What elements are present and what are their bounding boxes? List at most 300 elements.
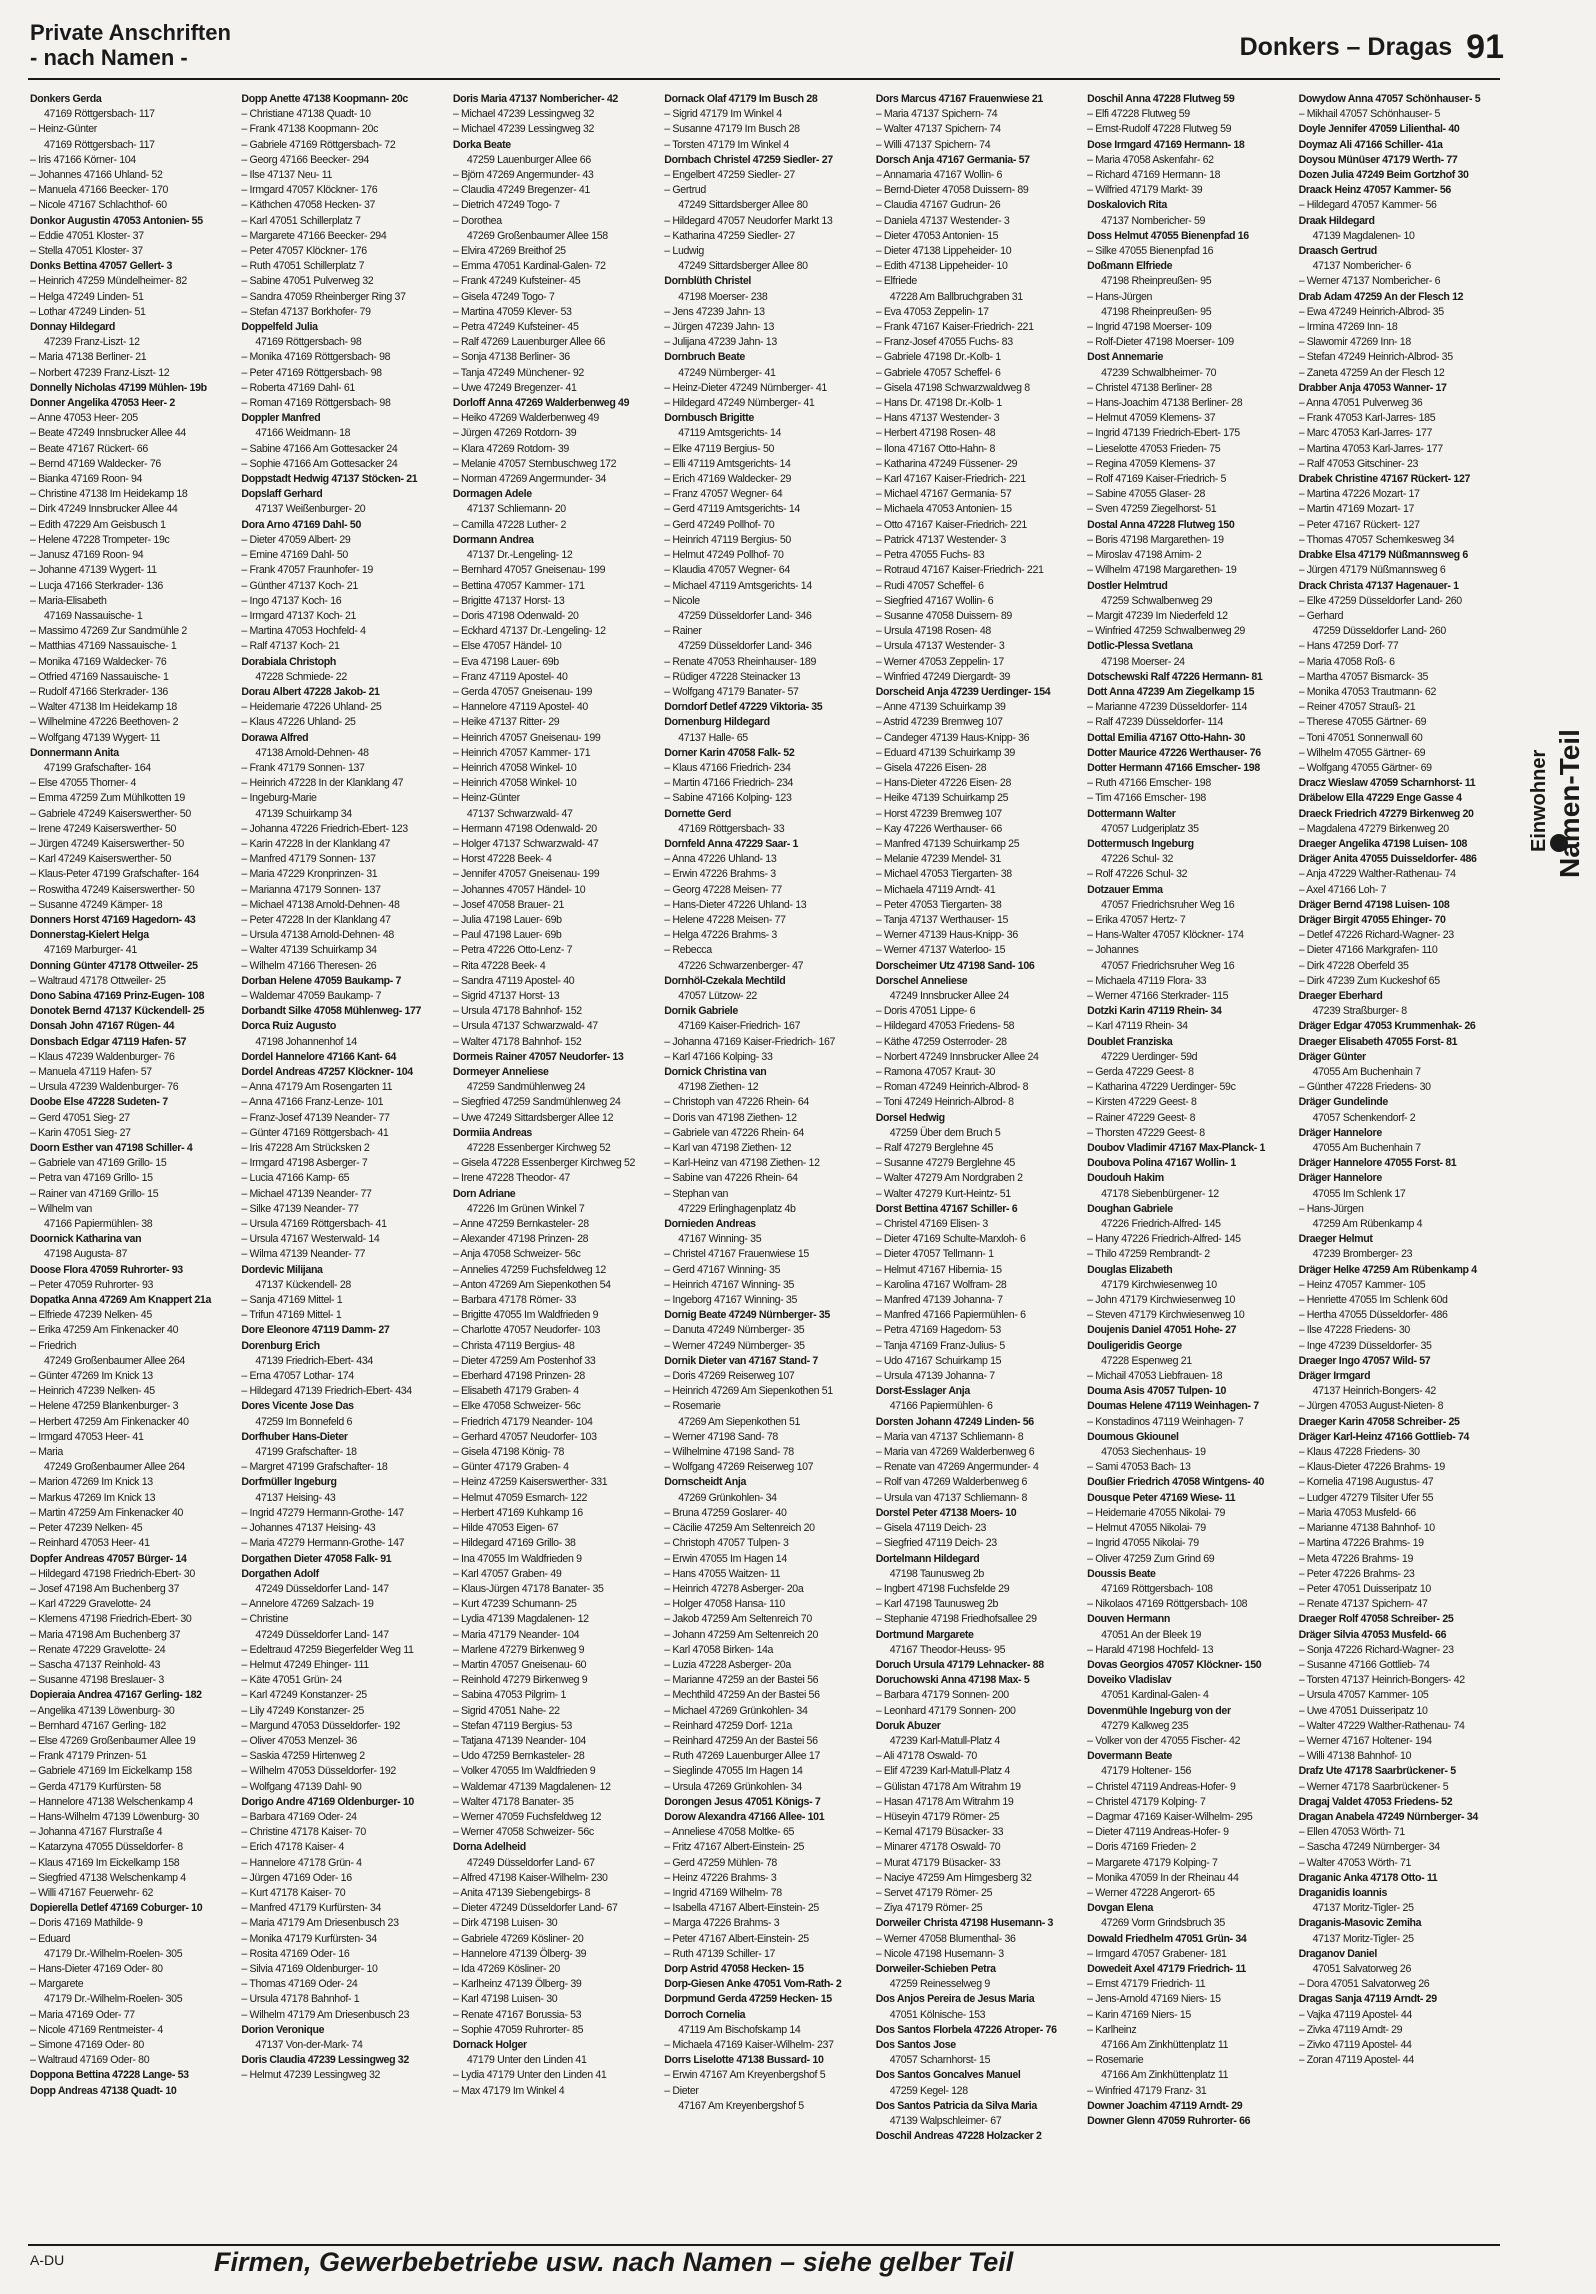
listing-entry: 47137 Dr.-Lengeling- 12 — [466, 549, 573, 562]
listing-entry: – Peter 47226 Brahms- 23 — [1298, 1567, 1415, 1580]
listing-entry: – Hans 47137 Westender- 3 — [875, 412, 1000, 425]
listing-entry: 47249 Düsseldorfer Land- 67 — [466, 1856, 595, 1869]
listing-entry: – Jürgen 47249 Kaiserswerther- 50 — [30, 837, 184, 850]
listing-entry: – Werner 47058 Schweizer- 56c — [452, 1826, 594, 1839]
listing-entry: 47269 Grünkohlen- 34 — [678, 1491, 777, 1504]
listing-entry: – Sieglinde 47055 Im Hagen 14 — [664, 1765, 803, 1778]
listing-entry: – Werner 47137 Waterloo- 15 — [875, 944, 1006, 957]
listing-entry: 47166 Papiermühlen- 38 — [44, 1218, 153, 1231]
listing-entry: – Ilse 47228 Friedens- 30 — [1298, 1324, 1410, 1337]
listing-entry: – Irmgard 47057 Grabener- 181 — [1087, 1947, 1227, 1960]
listing-entry: – Therese 47055 Gärtner- 69 — [1298, 716, 1427, 729]
listing-entry: – Beate 47249 Innsbrucker Allee 44 — [30, 427, 186, 440]
listing-entry: – Roswitha 47249 Kaiserswerther- 50 — [30, 883, 195, 896]
listing-entry: – Ursula 47137 Schwarzwald- 47 — [452, 1020, 598, 1033]
listing-entry: – Angelika 47139 Löwenburg- 30 — [30, 1704, 175, 1717]
listing-entry: – Ursula 47139 Johanna- 7 — [875, 1370, 995, 1383]
listing-entry: – Karlheinz — [1087, 2023, 1137, 2036]
listing-entry: – Wilma 47139 Neander- 77 — [241, 1248, 366, 1261]
listing-entry: – Horst 47239 Bremweg 107 — [875, 807, 1002, 820]
surname-entry: Dostler Helmtrud — [1087, 579, 1168, 592]
surname-entry: Dorabiala Christoph — [241, 655, 337, 668]
surname-entry: Dornblüth Christel — [664, 275, 751, 288]
listing-entry: – Sabine 47055 Glaser- 28 — [1087, 488, 1206, 501]
listing-entry: – Georg 47228 Meisen- 77 — [664, 883, 782, 896]
listing-entry: – Frank 47057 Fraunhofer- 19 — [241, 564, 373, 577]
listing-entry: 47228 Schmiede- 22 — [255, 670, 347, 683]
listing-entry: – Ingo 47137 Koch- 16 — [241, 594, 342, 607]
surname-entry: Dornack Olaf 47179 Im Busch 28 — [664, 93, 818, 105]
listing-entry: – Gabriele 47169 Röttgersbach- 72 — [241, 138, 396, 151]
listing-entry: 47279 Kalkweg 235 — [1101, 1719, 1189, 1732]
listing-entry: – Else 47269 Großenbaumer Allee 19 — [30, 1734, 196, 1747]
listing-entry: – Helmut 47055 Nikolai- 79 — [1087, 1522, 1206, 1535]
listing-entry: – Boris 47198 Margarethen- 19 — [1087, 533, 1224, 546]
listing-entry: – Maria 47058 Askenfahr- 62 — [1087, 153, 1214, 166]
surname-entry: Doubova Polina 47167 Wollin- 1 — [1087, 1157, 1236, 1170]
listing-entry: – Dirk 47228 Oberfeld 35 — [1298, 959, 1409, 972]
listing-entry: – Markus 47269 Im Knick 13 — [30, 1491, 156, 1504]
surname-entry: Dozen Julia 47249 Beim Gortzhof 30 — [1298, 169, 1469, 182]
surname-entry: Dornhöl-Czekala Mechtild — [664, 974, 786, 987]
listing-entry: – Melanie 47239 Mendel- 31 — [875, 853, 1001, 866]
surname-entry: Dragas Sanja 47119 Arndt- 29 — [1298, 1993, 1437, 2006]
surname-entry: Dormeis Rainer 47057 Neudorfer- 13 — [452, 1050, 624, 1063]
listing-entry: – Horst 47228 Beek- 4 — [452, 853, 552, 866]
listing-entry: – Wilhelmine 47226 Beethoven- 2 — [30, 716, 179, 729]
listing-entry: – Zivka 47119 Arndt- 29 — [1298, 2023, 1403, 2036]
listing-entry: – Petra van 47169 Grillo- 15 — [30, 1172, 153, 1185]
listing-entry: 47057 Ludgeriplatz 35 — [1101, 822, 1199, 835]
listing-entry: – Anna 47179 Am Rosengarten 11 — [241, 1081, 393, 1094]
surname-entry: Dos Santos Florbela 47226 Atroper- 76 — [875, 2023, 1057, 2036]
listing-entry: – Werner 47228 Angerort- 65 — [1087, 1886, 1215, 1899]
listing-entry: – Erika 47057 Hertz- 7 — [1087, 913, 1186, 926]
listing-entry: – Gabriele 47057 Scheffel- 6 — [875, 366, 1001, 379]
surname-entry: Dopp Andreas 47138 Quadt- 10 — [30, 2084, 177, 2097]
listing-entry: – Wilfried 47179 Markt- 39 — [1087, 184, 1203, 197]
listing-entry: – Rainer — [664, 625, 702, 638]
listing-entry: 47137 Moritz-Tigler- 25 — [1312, 1902, 1414, 1915]
listing-entry: – Irmina 47269 Inn- 18 — [1298, 321, 1398, 334]
listing-entry: – Helmut 47059 Esmarch- 122 — [452, 1491, 588, 1504]
surname-entry: Dornbach Christel 47259 Siedler- 27 — [664, 153, 833, 166]
listing-entry: – Ralf 47239 Düsseldorfer- 114 — [1087, 716, 1224, 729]
listing-entry: – Herbert 47169 Kuhkamp 16 — [452, 1506, 583, 1519]
side-tab-label-large: Namen-Teil — [1554, 729, 1585, 878]
surname-entry: Dragan Anabela 47249 Nürnberger- 34 — [1298, 1810, 1478, 1823]
listing-entry: – Katarzyna 47055 Düsseldorfer- 8 — [30, 1841, 183, 1854]
listing-entry: – Barbara 47179 Sonnen- 200 — [875, 1689, 1009, 1702]
listing-entry: – Gisela 47226 Eisen- 28 — [875, 761, 987, 774]
listing-entry: – Marga 47226 Brahms- 3 — [664, 1917, 780, 1930]
listing-entry: – Rosemarie — [664, 1400, 721, 1413]
listing-entry: – Anja 47058 Schweizer- 56c — [452, 1248, 581, 1261]
listing-entry: – Tanja 47137 Werthauser- 15 — [875, 913, 1009, 926]
listing-entry: 47198 Rheinpreußen- 95 — [1101, 305, 1212, 318]
listing-entry: – Wilhelm 47179 Am Driesenbusch 23 — [241, 2008, 410, 2021]
listing-entry: – Doris 47169 Mathilde- 9 — [30, 1917, 143, 1930]
listing-entry: – Edeltraud 47259 Biegerfelder Weg 11 — [241, 1643, 414, 1656]
listing-entry: – Norbert 47249 Innsbrucker Allee 24 — [875, 1050, 1039, 1063]
listing-entry: 47198 Johannenhof 14 — [255, 1035, 357, 1048]
listing-entry: – Rolf-Dieter 47198 Moerser- 109 — [1087, 336, 1234, 349]
listing-entry: – Udo 47167 Schuirkamp 15 — [875, 1354, 1002, 1367]
listing-entry: – Janusz 47169 Roon- 94 — [30, 549, 144, 562]
listing-entry: – Dieter 47059 Albert- 29 — [241, 533, 351, 546]
surname-entry: Dores Vicente Jose Das — [241, 1400, 354, 1413]
listing-entry: – Karin 47051 Sieg- 27 — [30, 1126, 131, 1139]
listing-entry: – Monika 47179 Kurfürsten- 34 — [241, 1932, 377, 1945]
listing-entry: – Annelore 47269 Salzach- 19 — [241, 1598, 374, 1611]
listing-entry: – Siegfried 47119 Deich- 23 — [875, 1537, 997, 1550]
listing-entry: – Hans-Joachim 47138 Berliner- 28 — [1087, 397, 1243, 410]
listing-entry: – Michael 47269 Grünkohlen- 34 — [664, 1704, 808, 1717]
listing-entry: – Zaneta 47259 An der Flesch 12 — [1298, 366, 1445, 379]
listing-entry: – Günter 47179 Graben- 4 — [452, 1461, 569, 1474]
listing-entry: – Martin 47169 Mozart- 17 — [1298, 503, 1415, 516]
listing-entry: – Willi 47167 Feuerwehr- 62 — [30, 1886, 154, 1899]
listing-entry: – Anita 47139 Siebengebirgs- 8 — [452, 1886, 591, 1899]
listing-entry: – Martina 47053 Karl-Jarres- 177 — [1298, 442, 1443, 455]
surname-entry: Dorka Beate — [452, 138, 511, 151]
listing-entry: – Max 47179 Im Winkel 4 — [452, 2084, 565, 2097]
listing-entry: 47167 Winning- 35 — [678, 1233, 762, 1246]
listing-entry: – Magdalena 47279 Birkenweg 20 — [1298, 822, 1449, 835]
listing-entry: – Siegfried 47138 Welschenkamp 4 — [30, 1871, 186, 1884]
surname-entry: Dräger Günter — [1298, 1050, 1366, 1063]
surname-entry: Dorawa Alfred — [241, 731, 309, 744]
listing-entry: – Ralf 47053 Gitschiner- 23 — [1298, 457, 1419, 470]
surname-entry: Dräger Edgar 47053 Krummenhak- 26 — [1298, 1020, 1476, 1033]
listing-entry: – Peter 47167 Albert-Einstein- 25 — [664, 1932, 809, 1945]
listing-entry: – Simone 47169 Oder- 80 — [30, 2039, 144, 2051]
listing-entry: – Thomas 47169 Oder- 24 — [241, 1978, 358, 1991]
surname-entry: Doughan Gabriele — [1087, 1202, 1173, 1215]
surname-entry: Dräger Irmgard — [1298, 1370, 1371, 1383]
listing-entry: – Bruna 47259 Goslarer- 40 — [664, 1506, 787, 1519]
surname-entry: Draeger Eberhard — [1298, 989, 1383, 1002]
listing-entry: – Doris van 47198 Ziethen- 12 — [664, 1111, 797, 1124]
listing-entry: – Uwe 47249 Bregenzer- 41 — [452, 381, 577, 394]
surname-entry: Dorner Karin 47058 Falk- 52 — [664, 746, 795, 759]
listing-entry: – Edith 47138 Lippeheider- 10 — [875, 260, 1008, 273]
listing-entry: – Irene 47228 Theodor- 47 — [452, 1172, 570, 1185]
surname-entry: Donner Angelika 47053 Heer- 2 — [30, 397, 175, 410]
surname-entry: Donks Bettina 47057 Gellert- 3 — [30, 260, 172, 273]
listing-entry: – Karl 47051 Schillerplatz 7 — [241, 214, 361, 227]
listing-entry: 47057 Schenkendorf- 2 — [1312, 1111, 1416, 1124]
listing-entry: 47228 Espenweg 21 — [1101, 1354, 1192, 1367]
listing-entry: 47055 Am Buchenhain 7 — [1312, 1142, 1421, 1155]
listing-entry: – Doris 47198 Odenwald- 20 — [452, 609, 579, 622]
listing-entry: – Maria — [30, 1446, 63, 1459]
listing-entry: – Hans-Dieter 47169 Oder- 80 — [30, 1962, 163, 1975]
listing-entry: – Renate 47229 Gravelotte- 24 — [30, 1643, 166, 1656]
listing-entry: – Rudi 47057 Scheffel- 6 — [875, 579, 984, 592]
directory-column — [1087, 92, 1288, 2222]
listing-entry: 47179 Dr.-Wilhelm-Roelen- 305 — [44, 1947, 183, 1960]
listing-entry: – Wilhelm 47166 Theresen- 26 — [241, 959, 377, 972]
listing-entry: – Marianne 47239 Düsseldorfer- 114 — [1087, 701, 1248, 714]
listing-entry: – Helmut 47239 Lessingweg 32 — [241, 2069, 381, 2082]
surname-entry: Draganic Anka 47178 Otto- 11 — [1298, 1871, 1438, 1884]
listing-entry: – Trifun 47169 Mittel- 1 — [241, 1309, 342, 1322]
listing-entry: – Hildegard 47198 Friedrich-Ebert- 30 — [30, 1567, 195, 1580]
listing-entry: – Hildegard 47057 Kammer- 56 — [1298, 199, 1437, 212]
listing-entry: – Kirsten 47229 Geest- 8 — [1087, 1096, 1197, 1109]
listing-entry: – Wilhelm 47053 Düsseldorfer- 192 — [241, 1765, 396, 1778]
listing-entry: – Paul 47198 Lauer- 69b — [452, 929, 562, 942]
listing-entry: – Ernst 47179 Friedrich- 11 — [1087, 1978, 1206, 1991]
listing-entry: – Manfred 47179 Kurfürsten- 34 — [241, 1902, 382, 1915]
listing-entry: 47169 Nassauische- 1 — [44, 609, 143, 622]
surname-entry: Doornick Katharina van — [30, 1233, 142, 1246]
listing-entry: 47269 Großenbaumer Allee 158 — [466, 229, 608, 242]
surname-entry: Doschil Anna 47228 Flutweg 59 — [1087, 93, 1235, 105]
surname-entry: Dorp Astrid 47058 Hecken- 15 — [664, 1962, 804, 1975]
surname-entry: Dordel Hannelore 47166 Kant- 64 — [241, 1050, 397, 1063]
listing-entry: – Ilse 47137 Neu- 11 — [241, 169, 332, 182]
listing-entry: – Peter 47053 Tiergarten- 38 — [875, 898, 1002, 911]
listing-entry: – Martina 47053 Hochfeld- 4 — [241, 625, 366, 638]
listing-entry: – Heidemarie 47226 Uhland- 25 — [241, 701, 382, 714]
listing-entry: – Susanne 47249 Kämper- 18 — [30, 898, 163, 911]
surname-entry: Downer Glenn 47059 Ruhrorter- 66 — [1087, 2115, 1251, 2128]
listing-entry: 47169 Röttgersbach- 33 — [678, 822, 785, 835]
surname-entry: Dorschel Anneliese — [875, 974, 968, 987]
page-header-range — [1240, 28, 1504, 67]
surname-entry: Dorna Adelheid — [452, 1841, 526, 1854]
listing-entry: – Maria-Elisabeth — [30, 594, 107, 607]
surname-entry: Drabek Christine 47167 Rückert- 127 — [1298, 473, 1471, 486]
listing-entry: – Waltraud 47178 Ottweiler- 25 — [30, 974, 166, 987]
listing-entry: – Thorsten 47229 Geest- 8 — [1087, 1126, 1205, 1139]
listing-entry: – Zoran 47119 Apostel- 44 — [1298, 2054, 1414, 2067]
listing-entry: – Klaus 47226 Uhland- 25 — [241, 716, 356, 729]
listing-entry: – Brigitte 47055 Im Waldfrieden 9 — [452, 1309, 599, 1322]
surname-entry: Dräger Silvia 47053 Musfeld- 66 — [1298, 1628, 1447, 1641]
listing-entry: – Erwin 47226 Brahms- 3 — [664, 868, 776, 881]
listing-entry: – Jürgen 47269 Rotdorn- 39 — [452, 427, 577, 440]
listing-entry: 47259 Schwalbenweg 29 — [1101, 594, 1213, 607]
directory-column — [30, 92, 231, 2222]
listing-entry: – Gerd 47167 Winning- 35 — [664, 1263, 781, 1276]
listing-entry: 47178 Siebenbürgener- 12 — [1101, 1187, 1219, 1200]
listing-entry: – Alexander 47198 Prinzen- 28 — [452, 1233, 589, 1246]
listing-entry: – Hasan 47178 Am Witrahm 19 — [875, 1795, 1014, 1808]
listing-entry: – Torsten 47137 Heinrich-Bongers- 42 — [1298, 1674, 1465, 1687]
listing-entry: 47138 Arnold-Dehnen- 48 — [255, 746, 369, 759]
listing-entry: – Peter 47057 Klöckner- 176 — [241, 245, 367, 258]
listing-entry: 47139 Friedrich-Ebert- 434 — [255, 1354, 373, 1367]
listing-entry: – Peter 47169 Röttgersbach- 98 — [241, 366, 382, 379]
listing-entry: – Wolfgang 47139 Dahl- 90 — [241, 1780, 362, 1793]
listing-entry: – Marianna 47179 Sonnen- 137 — [241, 883, 381, 896]
listing-entry: – Christoph 47057 Tulpen- 3 — [664, 1537, 789, 1550]
listing-entry: – Charlotte 47057 Neudorfer- 103 — [452, 1324, 601, 1337]
listing-entry: – Hans-Wilhelm 47139 Löwenburg- 30 — [30, 1810, 199, 1823]
listing-entry: – Hildegard 47057 Neudorfer Markt 13 — [664, 214, 833, 227]
listing-entry: – Peter 47051 Duisseripatz 10 — [1298, 1582, 1431, 1595]
surname-entry: Dost Annemarie — [1087, 351, 1164, 364]
listing-entry: – Kurt 47239 Schumann- 25 — [452, 1598, 577, 1611]
listing-entry: – Torsten 47179 Im Winkel 4 — [664, 138, 789, 151]
listing-entry: – Renate van 47269 Angermunder- 4 — [875, 1461, 1039, 1474]
listing-entry: – Elke 47259 Düsseldorfer Land- 260 — [1298, 594, 1462, 607]
listing-entry: – Martina 47226 Mozart- 17 — [1298, 488, 1420, 501]
listing-entry: – Patrick 47137 Westender- 3 — [875, 533, 1006, 546]
listing-entry: – Hermann 47198 Odenwald- 20 — [452, 822, 597, 835]
listing-entry: – Hans-Dieter 47226 Uhland- 13 — [664, 898, 807, 911]
listing-entry: – Irmgard 47137 Koch- 21 — [241, 609, 357, 622]
surname-entry: Draganis-Masovic Zemiha — [1298, 1917, 1422, 1930]
listing-entry: – Christel 47167 Frauenwiese 15 — [664, 1248, 809, 1261]
listing-entry: 47249 Sittardsberger Allee 80 — [678, 260, 808, 273]
listing-entry: – Rolf 47226 Schul- 32 — [1087, 868, 1188, 881]
listing-entry: – Winfried 47249 Diergardt- 39 — [875, 670, 1011, 683]
side-tab-label-small: Einwohner — [1528, 749, 1550, 852]
listing-entry: 47239 Bromberger- 23 — [1312, 1248, 1413, 1261]
surname-entry: Dott Anna 47239 Am Ziegelkamp 15 — [1087, 685, 1255, 698]
listing-entry: 47057 Friedrichsruher Weg 16 — [1101, 898, 1235, 911]
listing-entry: – Christine — [241, 1613, 289, 1626]
listing-entry: – Gerhard 47057 Neudorfer- 103 — [452, 1430, 597, 1443]
listing-entry: – Ludwig — [664, 245, 704, 258]
listing-entry: – Anne 47053 Heer- 205 — [30, 412, 138, 425]
surname-entry: Doruk Abuzer — [875, 1719, 941, 1732]
surname-entry: Dorban Helene 47059 Baukamp- 7 — [241, 974, 402, 987]
surname-entry: Dornbruch Beate — [664, 351, 745, 364]
surname-entry: Dorrs Liselotte 47138 Bussard- 10 — [664, 2054, 824, 2067]
listing-entry: – Dora 47051 Salvatorweg 26 — [1298, 1978, 1430, 1991]
listing-entry: – Eva 47053 Zeppelin- 17 — [875, 305, 989, 318]
listing-entry: – Peter 47167 Rückert- 127 — [1298, 518, 1420, 531]
listing-entry: 47137 Moritz-Tigler- 25 — [1312, 1932, 1414, 1945]
surname-entry: Dorsch Anja 47167 Germania- 57 — [875, 153, 1030, 166]
listing-entry: – Georg 47166 Beecker- 294 — [241, 153, 369, 166]
listing-entry: – Martin 47057 Gneisenau- 60 — [452, 1658, 587, 1671]
listing-entry: – Heinz 47057 Kammer- 105 — [1298, 1278, 1426, 1291]
listing-entry: – Gabriele 47198 Dr.-Kolb- 1 — [875, 351, 1001, 364]
listing-entry: – Ursula 47137 Westender- 3 — [875, 640, 1005, 653]
listing-entry: – Erwin 47167 Am Kreyenbergshof 5 — [664, 2069, 826, 2082]
surname-entry: Draeger Angelika 47198 Luisen- 108 — [1298, 837, 1468, 850]
listing-entry: 47226 Schwarzenberger- 47 — [678, 959, 804, 972]
listing-entry: – Günther 47228 Friedens- 30 — [1298, 1081, 1431, 1094]
listing-entry: – Werner 47167 Holtener- 194 — [1298, 1734, 1432, 1747]
listing-entry: – Werner 47249 Nürnberger- 35 — [664, 1339, 805, 1352]
listing-entry: – Heinrich 47167 Winning- 35 — [664, 1278, 795, 1291]
listing-entry: – Heinz 47259 Kaiserswerther- 331 — [452, 1476, 608, 1489]
listing-entry: – Tanja 47249 Münchener- 92 — [452, 366, 584, 379]
listing-entry: 47249 Großenbaumer Allee 264 — [44, 1461, 185, 1474]
listing-entry: 47057 Lützow- 22 — [678, 989, 757, 1002]
listing-entry: – Ingrid 47169 Wilhelm- 78 — [664, 1886, 782, 1899]
listing-entry: – Emine 47169 Dahl- 50 — [241, 549, 348, 562]
surname-entry: Dornig Beate 47249 Nürnberger- 35 — [664, 1309, 830, 1322]
surname-entry: Dostal Anna 47228 Flutweg 150 — [1087, 518, 1235, 531]
listing-entry: 47198 Moerser- 238 — [678, 290, 768, 303]
listing-entry: – Bernd 47169 Waldecker- 76 — [30, 457, 161, 470]
listing-entry: – Klaus 47166 Friedrich- 234 — [664, 761, 791, 774]
listing-entry: – Alfred 47198 Kaiser-Wilhelm- 230 — [452, 1871, 608, 1884]
listing-entry: – Erika 47259 Am Finkenacker 40 — [30, 1324, 179, 1337]
listing-entry: – Ursula 47057 Kammer- 105 — [1298, 1689, 1429, 1702]
surname-entry: Dotschewski Ralf 47226 Hermann- 81 — [1087, 670, 1263, 683]
surname-entry: Dräger Gundelinde — [1298, 1096, 1388, 1109]
listing-entry: – Dietrich 47249 Togo- 7 — [452, 199, 560, 212]
listing-entry: – Silvia 47169 Oldenburger- 10 — [241, 1962, 378, 1975]
listing-entry: 47269 Vorm Grindsbruch 35 — [1101, 1917, 1225, 1930]
listing-entry: – Holger 47058 Hansa- 110 — [664, 1598, 785, 1611]
listing-entry: – Martina 47226 Brahms- 19 — [1298, 1537, 1424, 1550]
surname-entry: Doschil Andreas 47228 Holzacker 2 — [875, 2130, 1042, 2143]
listing-entry: – Klaus 47239 Waldenburger- 76 — [30, 1050, 175, 1063]
listing-entry: – Walter 47053 Wörth- 71 — [1298, 1856, 1412, 1869]
listing-entry: – Sabina 47053 Pilgrim- 1 — [452, 1689, 566, 1702]
surname-entry: Draak Hildegard — [1298, 214, 1375, 227]
surname-entry: Dorsten Johann 47249 Linden- 56 — [875, 1415, 1034, 1428]
listing-entry: – Werner 47178 Saarbrückener- 5 — [1298, 1780, 1449, 1793]
surname-entry: Dräger Hannelore 47055 Forst- 81 — [1298, 1157, 1457, 1170]
listing-entry: – Hilde 47053 Eigen- 67 — [452, 1522, 559, 1535]
surname-entry: Dono Sabina 47169 Prinz-Eugen- 108 — [30, 989, 205, 1002]
listing-entry: – Steven 47179 Kirchwiesenweg 10 — [1087, 1309, 1245, 1322]
surname-entry: Doppona Bettina 47228 Lange- 53 — [30, 2069, 189, 2082]
listing-entry: – Norbert 47239 Franz-Liszt- 12 — [30, 366, 170, 379]
surname-entry: Doris Maria 47137 Nombericher- 42 — [452, 93, 618, 105]
listing-entry: – Heinrich 47058 Winkel- 10 — [452, 761, 577, 774]
listing-entry: – Johannes 47057 Händel- 10 — [452, 883, 586, 896]
listing-entry: – Lieselotte 47053 Frieden- 75 — [1087, 442, 1221, 455]
listing-entry: – Erich 47178 Kaiser- 4 — [241, 1841, 345, 1854]
listing-entry: – Walter 47229 Walther-Rathenau- 74 — [1298, 1719, 1465, 1732]
surname-entry: Draeger Helmut — [1298, 1233, 1373, 1246]
listing-entry: – Marlene 47279 Birkenweg 9 — [452, 1643, 585, 1656]
listing-entry: – Roman 47169 Röttgersbach- 98 — [241, 397, 391, 410]
surname-entry: Dore Eleonore 47119 Damm- 27 — [241, 1324, 390, 1337]
listing-entry: 47137 Von-der-Mark- 74 — [255, 2039, 363, 2051]
listing-entry: – Johanna 47167 Flurstraße 4 — [30, 1826, 163, 1839]
listing-entry: – Katharina 47229 Uerdinger- 59c — [1087, 1081, 1236, 1094]
listing-entry: – Hildegard 47053 Friedens- 58 — [875, 1020, 1015, 1033]
listing-entry: – Marianne 47138 Bahnhof- 10 — [1298, 1522, 1435, 1535]
surname-entry: Dräger Birgit 47055 Ehinger- 70 — [1298, 913, 1446, 926]
listing-entry: 47169 Röttgersbach- 108 — [1101, 1582, 1213, 1595]
listing-entry: – Jürgen 47179 Nüßmannsweg 6 — [1298, 564, 1446, 577]
listing-entry: – Karl 47198 Luisen- 30 — [452, 1993, 558, 2006]
surname-entry: Donnay Hildegard — [30, 321, 116, 334]
listing-entry: – Sabine 47051 Pulverweg 32 — [241, 275, 374, 288]
surname-entry: Doyle Jennifer 47059 Lilienthal- 40 — [1298, 123, 1460, 136]
listing-entry: – Henriette 47055 Im Schlenk 60d — [1298, 1294, 1448, 1307]
listing-entry: – Helmut 47167 Hibernia- 15 — [875, 1263, 1002, 1276]
listing-entry: – Bettina 47057 Kammer- 171 — [452, 579, 585, 592]
surname-entry: Draeck Friedrich 47279 Birkenweg 20 — [1298, 807, 1474, 820]
listing-entry: – Rotraud 47167 Kaiser-Friedrich- 221 — [875, 564, 1044, 577]
listing-entry: – Manuela 47166 Beecker- 170 — [30, 184, 169, 197]
listing-entry: – Reinhard 47259 Dorf- 121a — [664, 1719, 793, 1732]
listing-entry: – Johann 47259 Am Seltenreich 20 — [664, 1628, 818, 1641]
listing-entry: – Frank 47249 Kufsteiner- 45 — [452, 275, 581, 288]
listing-entry: – Heidemarie 47055 Nikolai- 79 — [1087, 1506, 1226, 1519]
listing-entry: – Elfriede 47239 Nelken- 45 — [30, 1309, 152, 1322]
surname-entry: Dopslaff Gerhard — [241, 488, 323, 501]
listing-entry: – Sascha 47137 Reinhold- 43 — [30, 1658, 161, 1671]
listing-entry: – Sanja 47169 Mittel- 1 — [241, 1294, 343, 1307]
listing-entry: – Günter 47169 Röttgersbach- 41 — [241, 1126, 389, 1139]
